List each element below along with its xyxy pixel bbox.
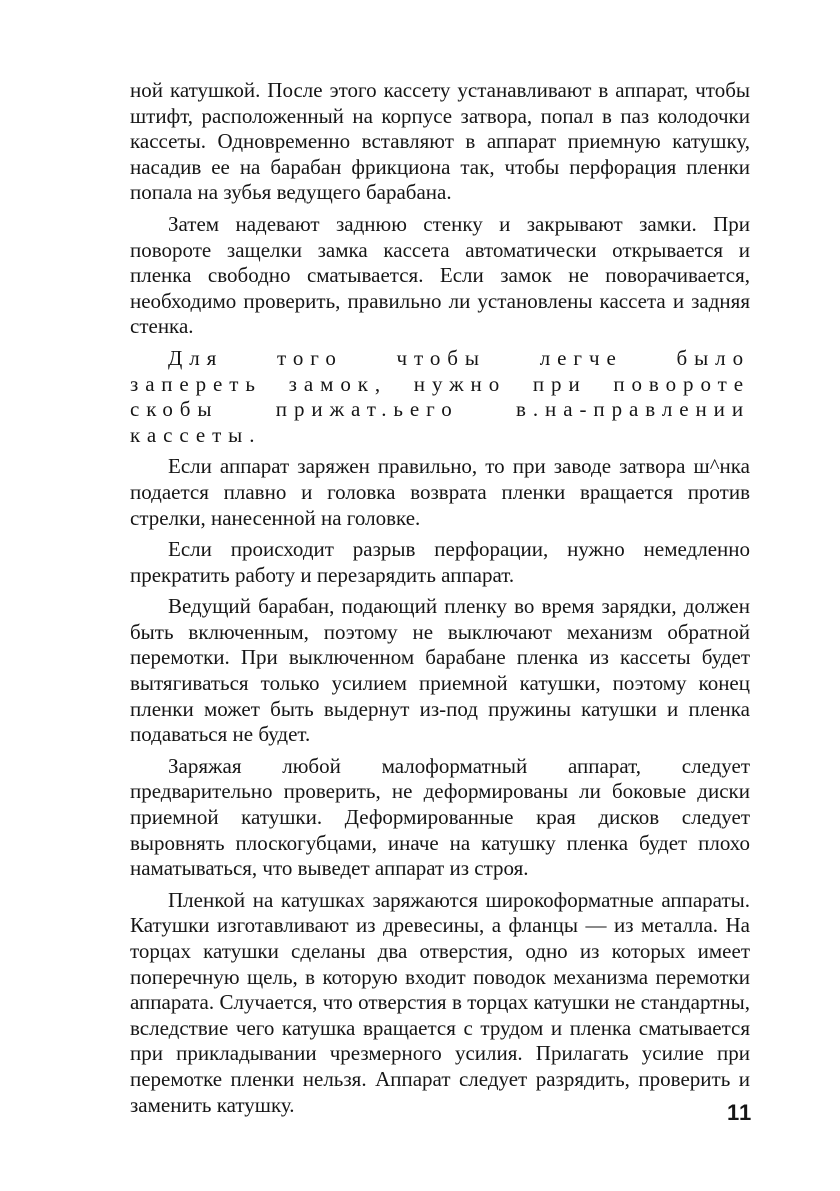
paragraph-6: Ведущий барабан, подающий пленку во время зарядки, должен быть включенным, поэтому не выключают механизм обратной перемотки. При выключенном барабане пленка из кассеты будет вытягиваться только усилием приемной катушки, поэтому конец пленки может быть выдернут из-под пружины катушки и пленка подаваться не будет.: [130, 594, 750, 747]
paragraph-1: ной катушкой. После этого кассету устанавливают в аппарат, чтобы штифт, расположенный на корпусе затвора, попал в паз колодочки кассеты. Одновременно вставляют в аппарат приемную катушку, насадив ее на барабан фрикциона так, чтобы перфорация пленки попала на зубья ведущего барабана.: [130, 78, 750, 205]
paragraph-8: Пленкой на катушках заряжаются широкоформатные аппараты. Катушки изготавливают из древесины, а фланцы — из металла. На торцах катушки сделаны два отверстия, одно из которых имеет поперечную щель, в которую входит поводок механизма перемотки аппарата. Случается, что отверстия в торцах катушки не стандартны, вследствие чего катушка вращается с трудом и пленка сматывается при прикладывании чрезмерного усилия. Прилагать усилие при перемотке пленки нельзя. Аппарат следует разрядить, проверить и заменить катушку.: [130, 887, 750, 1117]
paragraph-5: Если происходит разрыв перфорации, нужно немедленно прекратить работу и перезарядить аппарат.: [130, 537, 750, 587]
paragraph-7: Заряжая любой малоформатный аппарат, следует предварительно проверить, не деформированы ли боковые диски приемной катушки. Деформированные края дисков следует выровнять плоскогубцами, иначе на катушку пленка будет плохо наматываться, что выведет аппарат из строя.: [130, 753, 750, 881]
paragraph-2: Затем надевают заднюю стенку и закрывают замки. При повороте защелки замка кассета автоматически открывается и пленка свободно сматывается. Если замок не поворачивается, необходимо проверить, правильно ли установлены кассета и задняя стенка.: [130, 211, 750, 339]
page-number: 11: [727, 1100, 753, 1125]
paragraph-3: Для того чтобы легче было запереть замок, нужно при повороте скобы прижат.ьего в.на-правлении кассеты.: [130, 345, 750, 447]
paragraph-4: Если аппарат заряжен правильно, то при заводе затвора ш^нка подается плавно и головка возврата пленки вращается против стрелки, нанесенной на головке.: [130, 454, 750, 530]
